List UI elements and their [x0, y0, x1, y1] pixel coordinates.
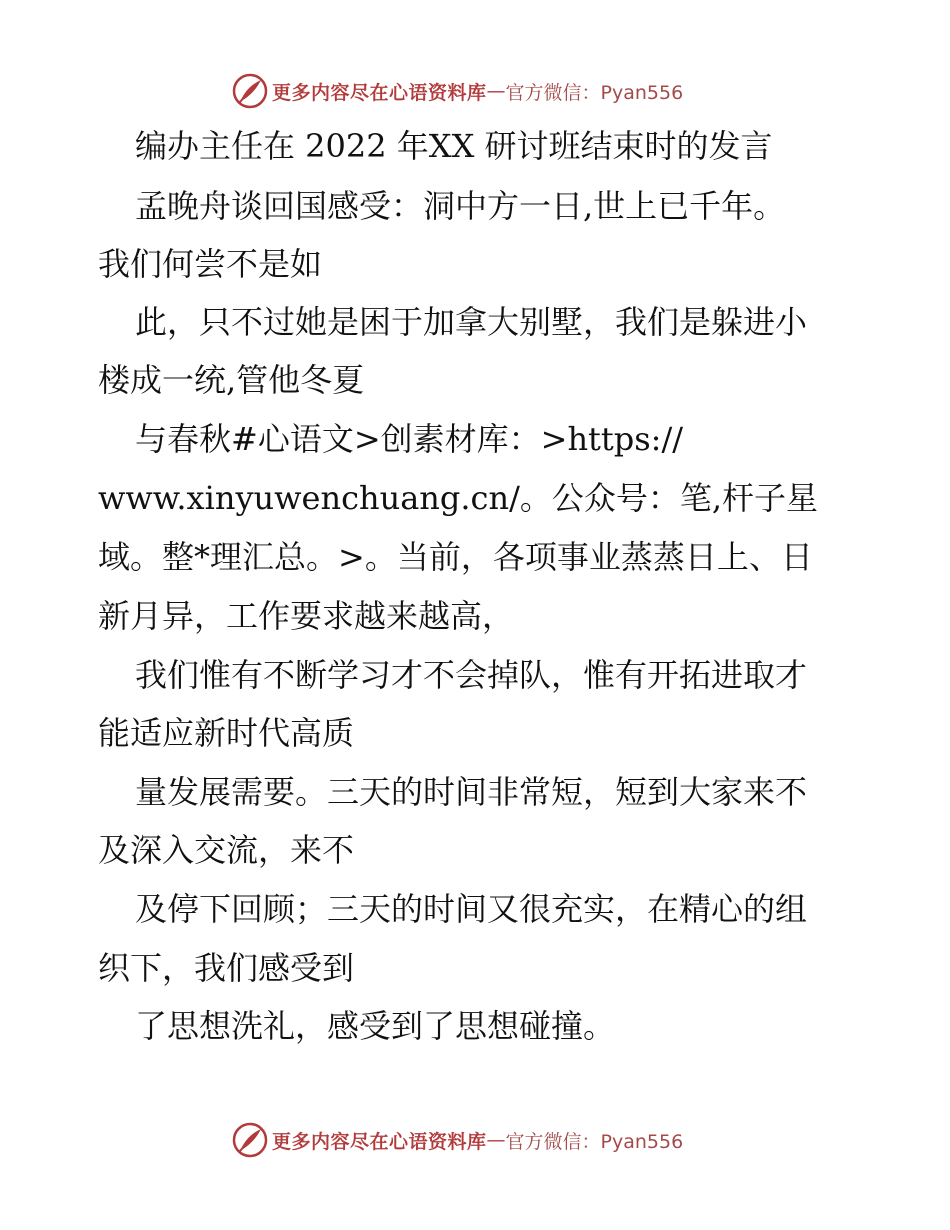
- paragraph-line: www.xinyuwenchuang.cn/。公众号：笔,杆子星: [98, 479, 819, 517]
- paragraph-line: 我们惟有不断学习才不会掉队，惟有开拓进取才: [135, 656, 808, 694]
- paragraph-line: 孟晚舟谈回国感受：洞中方一日,世上已千年。: [135, 187, 786, 225]
- paragraph-line: 及停下回顾；三天的时间又很充实，在精心的组: [135, 890, 808, 928]
- paragraph-line: 我们何尝不是如: [98, 245, 323, 283]
- paragraph-line: 与春秋#心语文>创素材库：>https://: [135, 420, 684, 458]
- paragraph-line: 织下，我们感受到: [98, 949, 355, 987]
- watermark-wechat-text: 官方微信：Pyan556: [505, 81, 684, 104]
- paragraph-line: 楼成一统,管他冬夏: [98, 361, 365, 399]
- paragraph-line: 域。整*理汇总。>。当前，各项事业蒸蒸日上、日: [98, 538, 813, 576]
- watermark-dash: —: [486, 1129, 506, 1151]
- watermark-dash: —: [486, 80, 506, 102]
- header-watermark: [232, 71, 683, 111]
- footer-watermark: [232, 1120, 683, 1160]
- paragraph-line: 及深入交流，来不: [98, 831, 355, 869]
- watermark-main-text: 更多内容尽在心语资料库: [272, 1130, 487, 1153]
- paragraph-line: 量发展需要。三天的时间非常短，短到大家来不: [135, 773, 808, 811]
- paragraph-line: 能适应新时代高质: [98, 714, 355, 752]
- quill-logo-icon: [232, 73, 268, 109]
- paragraph-line: 了思想洗礼，感受到了思想碰撞。: [135, 1007, 616, 1045]
- watermark-main-text: 更多内容尽在心语资料库: [272, 81, 487, 104]
- paragraph-line: 此，只不过她是困于加拿大别墅，我们是躲进小: [135, 303, 808, 341]
- paragraph-line: 新月异，工作要求越来越高，: [98, 597, 515, 635]
- document-title: 编办主任在 2022 年XX 研讨班结束时的发言: [135, 127, 773, 165]
- quill-logo-icon: [232, 1122, 268, 1158]
- watermark-wechat-text: 官方微信：Pyan556: [505, 1130, 684, 1153]
